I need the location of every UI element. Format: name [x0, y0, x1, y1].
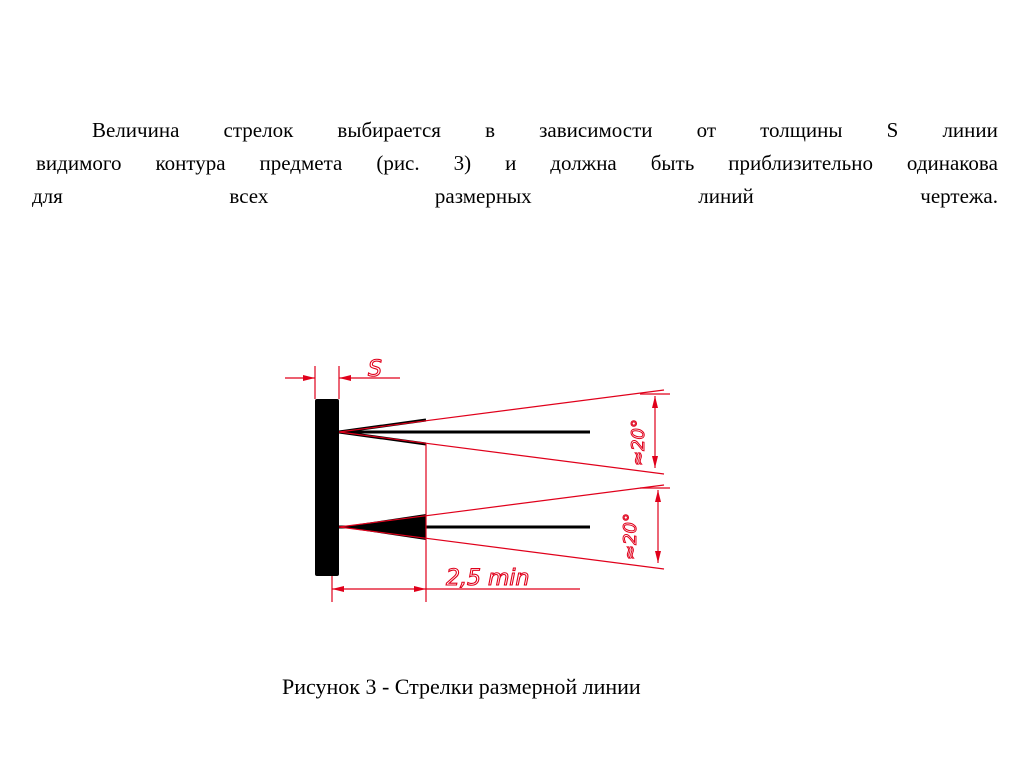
word: приблизительно: [728, 151, 873, 175]
word: выбирается: [337, 118, 441, 142]
word: для: [32, 184, 63, 208]
word: предмета: [259, 151, 343, 175]
s-arrow-left: [303, 375, 315, 381]
word: от: [696, 118, 717, 142]
word: линии: [942, 118, 998, 142]
bottom-angle-ray-lower: [339, 527, 664, 569]
word: стрелок: [223, 118, 294, 142]
word: видимого: [36, 151, 122, 175]
top-angle-ray-upper: [339, 390, 664, 432]
word: должна: [550, 151, 617, 175]
word: в: [485, 118, 495, 142]
word: чертежа.: [920, 184, 998, 208]
word: и: [505, 151, 517, 175]
top-angle-arrow-up: [652, 396, 658, 408]
word: всех: [229, 184, 269, 208]
bottom-angle-arrow-up: [655, 490, 661, 502]
top-angle-arrow-down: [652, 456, 658, 468]
figure-caption: Рисунок 3 - Стрелки размерной линии: [282, 674, 641, 699]
label-s: S: [368, 357, 382, 382]
object-contour-line: [315, 399, 339, 576]
word: одинакова: [906, 151, 998, 175]
s-arrow-right: [339, 375, 351, 381]
bottom-angle-arrow-down: [655, 551, 661, 563]
word: S: [886, 118, 899, 142]
word: толщины: [760, 118, 843, 142]
label-angle-top: ≈20°: [628, 419, 649, 466]
word: 3): [453, 151, 472, 175]
word: линий: [698, 184, 754, 208]
word: зависимости: [539, 118, 653, 142]
word: (рис.: [376, 151, 420, 175]
word: Величина: [92, 118, 180, 142]
word: размерных: [434, 184, 532, 208]
label-min: 2,5 min: [446, 566, 530, 591]
bottom-angle-ray-upper: [339, 485, 664, 527]
label-angle-bottom: ≈20°: [620, 513, 641, 560]
top-angle-ray-lower: [339, 432, 664, 474]
min-arrow-left: [332, 586, 344, 592]
word: контура: [155, 151, 226, 175]
word: быть: [650, 151, 695, 175]
min-arrow-right: [414, 586, 426, 592]
